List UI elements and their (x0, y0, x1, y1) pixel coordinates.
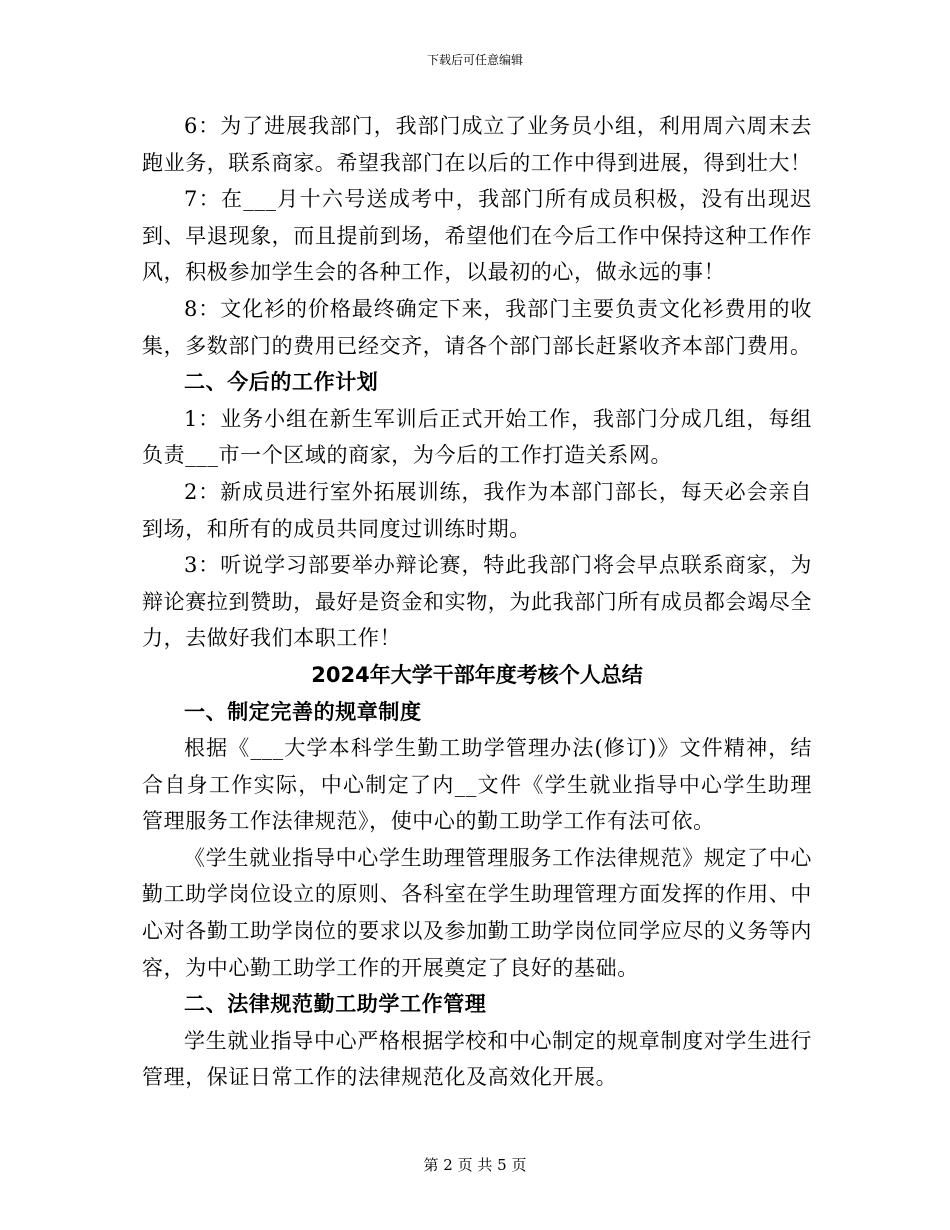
paragraph-plan-3: 3：听说学习部要举办辩论赛，特此我部门将会早点联系商家，为辩论赛拉到赞助，最好是资金和实物，为此我部门所有成员都会竭尽全力，去做好我们本职工作！ (142, 553, 812, 651)
paragraph-item-8: 8：文化衫的价格最终确定下来，我部门主要负责文化衫费用的收集，多数部门的费用已经交齐，请各个部门部长赶紧收齐本部门费用。 (142, 296, 812, 358)
paragraph-rules-2: 《学生就业指导中心学生助理管理服务工作法律规范》规定了中心勤工助学岗位设立的原则、各科室在学生助理管理方面发挥的作用、中心对各勤工助学岗位的要求以及参加勤工助学岗位同学应尽的义务等内容，为中心勤工助学工作的开展奠定了良好的基础。 (142, 845, 812, 980)
document-title: 2024年大学干部年度考核个人总结 (311, 662, 643, 687)
document-body (142, 108, 812, 1096)
paragraph-item-6: 6：为了进展我部门，我部门成立了业务员小组，利用周六周末去跑业务，联系商家。希望我部门在以后的工作中得到进展，得到壮大！ (142, 114, 812, 175)
section-heading-management: 二、法律规范勤工助学工作管理 (184, 992, 487, 1017)
paragraph-rules-1: 根据《___大学本科学生勤工助学管理办法(修订)》文件精神，结合自身工作实际，中心制定了内__文件《学生就业指导中心学生助理管理服务工作法律规范》，使中心的勤工助学工作有法可依。 (142, 736, 812, 834)
paragraph-item-7: 7：在___月十六号送成考中，我部门所有成员积极，没有出现迟到、早退现象，而且提前到场，希望他们在今后工作中保持这种工作作风，积极参加学生会的各种工作，以最初的心，做永远的事！ (142, 187, 812, 285)
section-heading-rules: 一、制定完善的规章制度 (184, 699, 422, 724)
paragraph-management-1: 学生就业指导中心严格根据学校和中心制定的规章制度对学生进行管理，保证日常工作的法律规范化及高效化开展。 (142, 1028, 812, 1090)
page-header: 下载后可任意编辑 (426, 53, 523, 67)
page-footer: 第 2 页 共 5 页 (423, 1156, 527, 1174)
paragraph-plan-2: 2：新成员进行室外拓展训练，我作为本部门部长，每天必会亲自到场，和所有的成员共同度过训练时期。 (142, 479, 812, 541)
section-heading-future-plan: 二、今后的工作计划 (184, 370, 379, 395)
paragraph-plan-1: 1：业务小组在新生军训后正式开始工作，我部门分成几组，每组负责___市一个区域的商家，为今后的工作打造关系网。 (142, 406, 812, 468)
